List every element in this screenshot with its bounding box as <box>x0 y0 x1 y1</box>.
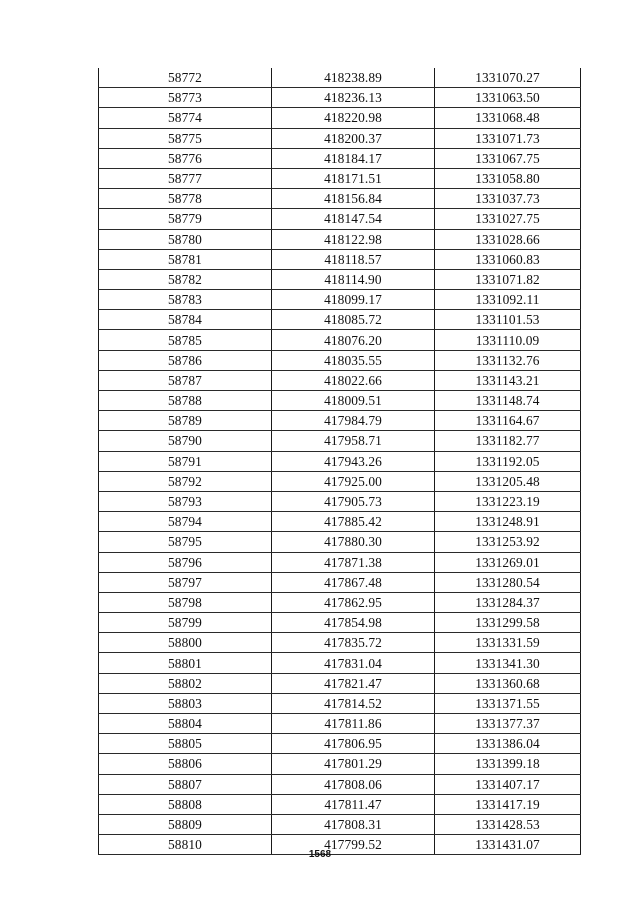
x-coordinate-cell: 417925.00 <box>272 471 435 491</box>
y-coordinate-cell: 1331331.59 <box>435 633 581 653</box>
point-id-cell: 58787 <box>99 370 272 390</box>
x-coordinate-cell: 418118.57 <box>272 249 435 269</box>
x-coordinate-cell: 417885.42 <box>272 512 435 532</box>
point-id-cell: 58796 <box>99 552 272 572</box>
point-id-cell: 58779 <box>99 209 272 229</box>
table-row <box>99 168 581 188</box>
table-row <box>99 693 581 713</box>
x-coordinate-cell: 417905.73 <box>272 491 435 511</box>
x-coordinate-cell: 417801.29 <box>272 754 435 774</box>
y-coordinate-cell: 1331371.55 <box>435 693 581 713</box>
y-coordinate-cell: 1331192.05 <box>435 451 581 471</box>
table-row <box>99 411 581 431</box>
y-coordinate-cell: 1331148.74 <box>435 391 581 411</box>
point-id-cell: 58777 <box>99 168 272 188</box>
point-id-cell: 58791 <box>99 451 272 471</box>
table-row <box>99 451 581 471</box>
point-id-cell: 58806 <box>99 754 272 774</box>
table-row <box>99 269 581 289</box>
x-coordinate-cell: 417811.47 <box>272 794 435 814</box>
y-coordinate-cell: 1331386.04 <box>435 734 581 754</box>
y-coordinate-cell: 1331299.58 <box>435 613 581 633</box>
table-row <box>99 330 581 350</box>
table-row <box>99 512 581 532</box>
point-id-cell: 58795 <box>99 532 272 552</box>
x-coordinate-cell: 418076.20 <box>272 330 435 350</box>
y-coordinate-cell: 1331101.53 <box>435 310 581 330</box>
point-id-cell: 58807 <box>99 774 272 794</box>
y-coordinate-cell: 1331248.91 <box>435 512 581 532</box>
table-row <box>99 491 581 511</box>
table-row <box>99 814 581 834</box>
point-id-cell: 58794 <box>99 512 272 532</box>
point-id-cell: 58785 <box>99 330 272 350</box>
x-coordinate-cell: 417835.72 <box>272 633 435 653</box>
y-coordinate-cell: 1331182.77 <box>435 431 581 451</box>
y-coordinate-cell: 1331223.19 <box>435 491 581 511</box>
table-row <box>99 572 581 592</box>
table-row <box>99 229 581 249</box>
x-coordinate-cell: 418238.89 <box>272 68 435 88</box>
point-id-cell: 58789 <box>99 411 272 431</box>
y-coordinate-cell: 1331341.30 <box>435 653 581 673</box>
table-row <box>99 774 581 794</box>
table-row <box>99 189 581 209</box>
y-coordinate-cell: 1331037.73 <box>435 189 581 209</box>
x-coordinate-cell: 418022.66 <box>272 370 435 390</box>
table-row <box>99 391 581 411</box>
x-coordinate-cell: 417862.95 <box>272 592 435 612</box>
y-coordinate-cell: 1331092.11 <box>435 290 581 310</box>
point-id-cell: 58800 <box>99 633 272 653</box>
point-id-cell: 58790 <box>99 431 272 451</box>
y-coordinate-cell: 1331070.27 <box>435 68 581 88</box>
y-coordinate-cell: 1331060.83 <box>435 249 581 269</box>
x-coordinate-cell: 417831.04 <box>272 653 435 673</box>
point-id-cell: 58784 <box>99 310 272 330</box>
coordinate-table-body <box>99 68 581 855</box>
x-coordinate-cell: 417808.06 <box>272 774 435 794</box>
table-row <box>99 209 581 229</box>
y-coordinate-cell: 1331284.37 <box>435 592 581 612</box>
table-row <box>99 290 581 310</box>
point-id-cell: 58778 <box>99 189 272 209</box>
point-id-cell: 58798 <box>99 592 272 612</box>
table-row <box>99 633 581 653</box>
table-row <box>99 613 581 633</box>
x-coordinate-cell: 418035.55 <box>272 350 435 370</box>
y-coordinate-cell: 1331132.76 <box>435 350 581 370</box>
x-coordinate-cell: 417806.95 <box>272 734 435 754</box>
point-id-cell: 58805 <box>99 734 272 754</box>
x-coordinate-cell: 418122.98 <box>272 229 435 249</box>
table-row <box>99 794 581 814</box>
table-row <box>99 673 581 693</box>
point-id-cell: 58797 <box>99 572 272 592</box>
y-coordinate-cell: 1331428.53 <box>435 814 581 834</box>
x-coordinate-cell: 418220.98 <box>272 108 435 128</box>
x-coordinate-cell: 417943.26 <box>272 451 435 471</box>
x-coordinate-cell: 417958.71 <box>272 431 435 451</box>
point-id-cell: 58793 <box>99 491 272 511</box>
y-coordinate-cell: 1331071.73 <box>435 128 581 148</box>
page-number: 1568 <box>308 849 332 860</box>
x-coordinate-cell: 418171.51 <box>272 168 435 188</box>
table-row <box>99 592 581 612</box>
y-coordinate-cell: 1331360.68 <box>435 673 581 693</box>
y-coordinate-cell: 1331399.18 <box>435 754 581 774</box>
x-coordinate-cell: 417811.86 <box>272 714 435 734</box>
y-coordinate-cell: 1331028.66 <box>435 229 581 249</box>
table-row <box>99 310 581 330</box>
table-row <box>99 128 581 148</box>
table-row <box>99 148 581 168</box>
y-coordinate-cell: 1331280.54 <box>435 572 581 592</box>
x-coordinate-cell: 418147.54 <box>272 209 435 229</box>
point-id-cell: 58774 <box>99 108 272 128</box>
table-row <box>99 653 581 673</box>
point-id-cell: 58773 <box>99 88 272 108</box>
x-coordinate-cell: 417808.31 <box>272 814 435 834</box>
x-coordinate-cell: 417867.48 <box>272 572 435 592</box>
table-row <box>99 108 581 128</box>
point-id-cell: 58783 <box>99 290 272 310</box>
y-coordinate-cell: 1331063.50 <box>435 88 581 108</box>
x-coordinate-cell: 417880.30 <box>272 532 435 552</box>
x-coordinate-cell: 418085.72 <box>272 310 435 330</box>
y-coordinate-cell: 1331431.07 <box>435 835 581 855</box>
y-coordinate-cell: 1331253.92 <box>435 532 581 552</box>
x-coordinate-cell: 418114.90 <box>272 269 435 289</box>
point-id-cell: 58801 <box>99 653 272 673</box>
table-row <box>99 552 581 572</box>
x-coordinate-cell: 418099.17 <box>272 290 435 310</box>
y-coordinate-cell: 1331407.17 <box>435 774 581 794</box>
x-coordinate-cell: 418184.17 <box>272 148 435 168</box>
point-id-cell: 58782 <box>99 269 272 289</box>
point-id-cell: 58786 <box>99 350 272 370</box>
x-coordinate-cell: 418236.13 <box>272 88 435 108</box>
table-row <box>99 249 581 269</box>
y-coordinate-cell: 1331205.48 <box>435 471 581 491</box>
point-id-cell: 58804 <box>99 714 272 734</box>
point-id-cell: 58775 <box>99 128 272 148</box>
point-id-cell: 58808 <box>99 794 272 814</box>
x-coordinate-cell: 417814.52 <box>272 693 435 713</box>
point-id-cell: 58809 <box>99 814 272 834</box>
y-coordinate-cell: 1331027.75 <box>435 209 581 229</box>
y-coordinate-cell: 1331068.48 <box>435 108 581 128</box>
y-coordinate-cell: 1331417.19 <box>435 794 581 814</box>
x-coordinate-cell: 418200.37 <box>272 128 435 148</box>
table-row <box>99 734 581 754</box>
x-coordinate-cell: 417799.52 <box>272 835 435 855</box>
table-row <box>99 431 581 451</box>
table-row <box>99 370 581 390</box>
x-coordinate-cell: 417821.47 <box>272 673 435 693</box>
point-id-cell: 58810 <box>99 835 272 855</box>
table-row <box>99 350 581 370</box>
point-id-cell: 58788 <box>99 391 272 411</box>
y-coordinate-cell: 1331110.09 <box>435 330 581 350</box>
point-id-cell: 58792 <box>99 471 272 491</box>
y-coordinate-cell: 1331067.75 <box>435 148 581 168</box>
point-id-cell: 58799 <box>99 613 272 633</box>
x-coordinate-cell: 417854.98 <box>272 613 435 633</box>
point-id-cell: 58780 <box>99 229 272 249</box>
table-row <box>99 471 581 491</box>
y-coordinate-cell: 1331143.21 <box>435 370 581 390</box>
point-id-cell: 58776 <box>99 148 272 168</box>
x-coordinate-cell: 417984.79 <box>272 411 435 431</box>
x-coordinate-cell: 417871.38 <box>272 552 435 572</box>
point-id-cell: 58803 <box>99 693 272 713</box>
point-id-cell: 58802 <box>99 673 272 693</box>
table-row <box>99 88 581 108</box>
table-row <box>99 68 581 88</box>
table-row <box>99 714 581 734</box>
table-row <box>99 754 581 774</box>
y-coordinate-cell: 1331164.67 <box>435 411 581 431</box>
y-coordinate-cell: 1331269.01 <box>435 552 581 572</box>
point-id-cell: 58781 <box>99 249 272 269</box>
y-coordinate-cell: 1331058.80 <box>435 168 581 188</box>
y-coordinate-cell: 1331377.37 <box>435 714 581 734</box>
point-id-cell: 58772 <box>99 68 272 88</box>
x-coordinate-cell: 418009.51 <box>272 391 435 411</box>
x-coordinate-cell: 418156.84 <box>272 189 435 209</box>
table-row <box>99 532 581 552</box>
y-coordinate-cell: 1331071.82 <box>435 269 581 289</box>
coordinate-table <box>98 68 581 855</box>
